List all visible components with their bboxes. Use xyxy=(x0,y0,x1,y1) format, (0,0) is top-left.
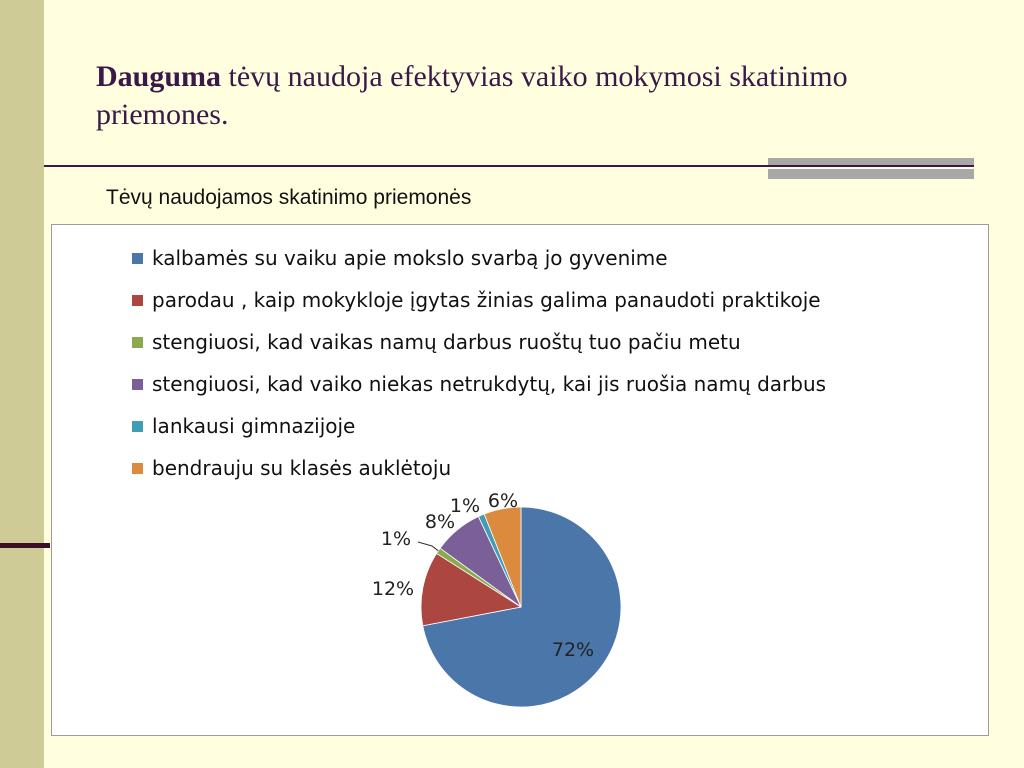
pie-data-label: 6% xyxy=(487,490,519,512)
pie-data-label: 1% xyxy=(449,495,481,517)
pie-data-label: 1% xyxy=(380,528,412,550)
legend-label: kalbamės su vaiku apie mokslo svarbą jo gyvenime xyxy=(152,246,668,270)
left-decor-bar xyxy=(0,0,44,768)
legend-label: stengiuosi, kad vaikas namų darbus ruoštų tuo pačiu metu xyxy=(152,330,741,354)
slide-title xyxy=(96,58,976,134)
legend-label: parodau , kaip mokykloje įgytas žinias galima panaudoti praktikoje xyxy=(152,288,821,312)
left-decor-line xyxy=(0,543,50,548)
title-decor-bar-top xyxy=(768,158,974,165)
title-underline xyxy=(44,165,974,167)
pie-chart xyxy=(52,225,988,735)
pie-data-label: 8% xyxy=(424,511,456,533)
legend-label: bendrauju su klasės auklėtoju xyxy=(152,456,452,480)
leader-line xyxy=(418,542,438,551)
pie-data-label: 72% xyxy=(551,639,595,661)
slide-title-rest: tėvų naudoja efektyvias vaiko mokymosi skatinimo priemones. xyxy=(96,60,848,131)
slide-title-bold: Dauguma xyxy=(96,60,222,93)
title-decor-bar-bottom xyxy=(768,169,974,179)
legend-label: stengiuosi, kad vaiko niekas netrukdytų, kai jis ruošia namų darbus xyxy=(152,372,827,396)
chart-title: Tėvų naudojamos skatinimo priemonės xyxy=(106,186,472,209)
legend-label: lankausi gimnazijoje xyxy=(152,414,356,438)
pie-data-label: 12% xyxy=(371,578,415,600)
chart-area xyxy=(51,224,989,736)
